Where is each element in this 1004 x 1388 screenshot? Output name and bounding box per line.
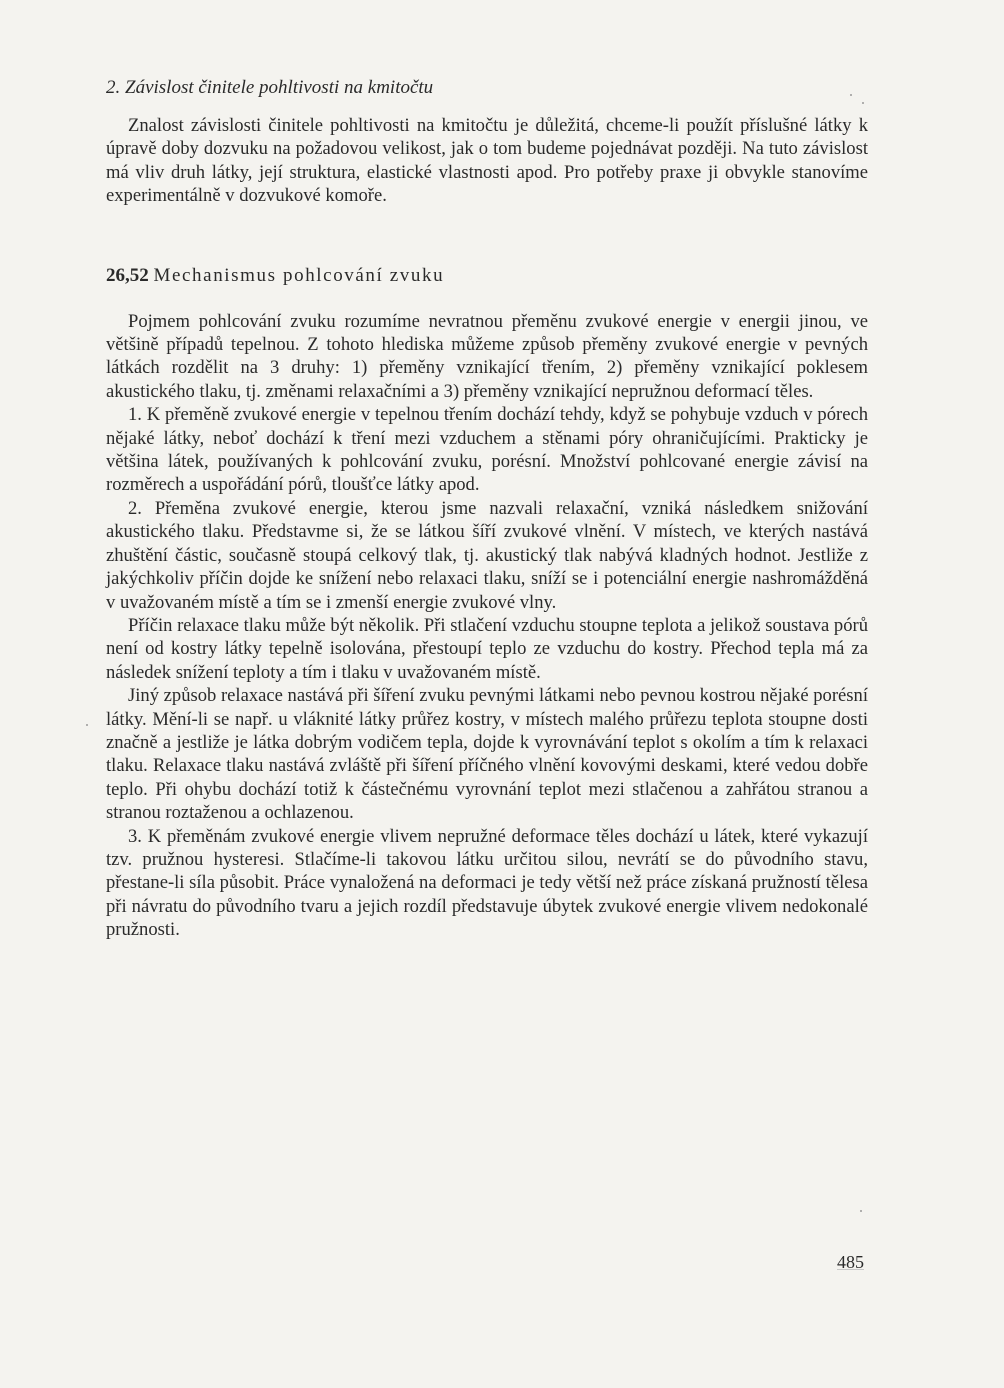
section-heading: 2. Závislost činitele pohltivosti na kmitočtu: [106, 77, 434, 98]
body-paragraph: Pojmem pohlcování zvuku rozumíme nevratnou přeměnu zvukové energie v energii jinou, ve většině případů tepelnou. Z tohoto hlediska můžeme způsob přeměny zvukové energie v pevných látkách rozdělit na 3 druhy: 1) přeměny vznikající třením, 2) přeměny vznikající poklesem akustického tlaku, tj. změnami relaxačními a 3) přeměny vznikající nepružnou deformací těles.: [106, 310, 868, 402]
subsection-heading: [106, 264, 868, 288]
scan-speck: [850, 94, 852, 96]
body-paragraph: 3. K přeměnám zvukové energie vlivem nepružné deformace těles dochází u látek, které vykazují tzv. pružnou hysteresi. Stlačíme-li takovou látku určitou silou, nevrátí se do původního stavu, přestane-li síla působit. Práce vynaložená na deformaci je tedy větší než práce získaná pružností tělesa při návratu do původního tvaru a jejich rozdíl představuje úbytek zvukové energie vlivem nedokonalé pružnosti.: [106, 825, 868, 941]
body-paragraph: 1. K přeměně zvukové energie v tepelnou třením dochází tehdy, když se pohybuje vzduch v pórech nějaké látky, neboť dochází k tření mezi vzduchem a stěnami póry ohraničujícími. Prakticky je většina látek, používaných k pohlcování zvuku, porésní. Množství pohlcované energie závisí na rozměrech a uspořádání pórů, tloušťce látky apod.: [106, 404, 868, 496]
body-paragraph: Příčin relaxace tlaku může být několik. Při stlačení vzduchu stoupne teplota a jelikož soustava pórů není od kostry látky tepelně isolována, přestoupí teplo ze vzduchu do kostry. Přechod tepla má za následek snížení teploty a tím i tlaku v uvažovaném místě.: [106, 614, 868, 683]
scan-speck: [860, 1210, 862, 1212]
scan-speck: [862, 102, 864, 104]
body-paragraph: Jiný způsob relaxace nastává při šíření zvuku pevnými látkami nebo pevnou kostrou nějaké porésní látky. Mění-li se např. u vláknité látky průřez kostry, v místech malého průřezu teplota stoupne dosti značně a jestliže je látka dobrým vodičem tepla, dojde k vyrovnávání teplot s okolím a tím k relaxaci tlaku. Relaxace tlaku nastává zvláště při šíření příčného vlnění kovovými deskami, které vedou dobře teplo. Při ohybu dochází totiž k částečnému vyrovnání teplot mezi stlačenou a zahřátou stranou a stranou roztaženou a ochlazenou.: [106, 685, 868, 824]
subsection-number: 26,52: [106, 264, 149, 286]
page-content: [106, 76, 868, 942]
subsection-title: Mechanismus pohlcování zvuku: [153, 264, 445, 286]
scan-speck: [86, 724, 88, 726]
page-number: 485: [837, 1252, 864, 1272]
body-paragraph: 2. Přeměna zvukové energie, kterou jsme nazvali relaxační, vzniká následkem snižování akustického tlaku. Představme si, že se látkou šíří zvukové vlnění. V místech, ve kterých nastává zhuštění částic, současně stoupá celkový tlak, tj. akustický tlak nabývá kladných hodnot. Jestliže z jakýchkoliv příčin dojde ke snížení nebo relaxaci tlaku, sníží se i potenciální energie nashromážděná v uvažovaném místě a tím se i zmenší energie zvukové vlny.: [106, 497, 868, 613]
intro-paragraph: Znalost závislosti činitele pohltivosti na kmitočtu je důležitá, chceme-li použít příslušné látky k úpravě doby dozvuku na požadovou velikost, jak o tom budeme pojednávat později. Na tuto závislost má vliv druh látky, její struktura, elastické vlastnosti apod. Pro potřeby praxe ji obvykle stanovíme experimentálně v dozvukové komoře.: [106, 115, 868, 207]
